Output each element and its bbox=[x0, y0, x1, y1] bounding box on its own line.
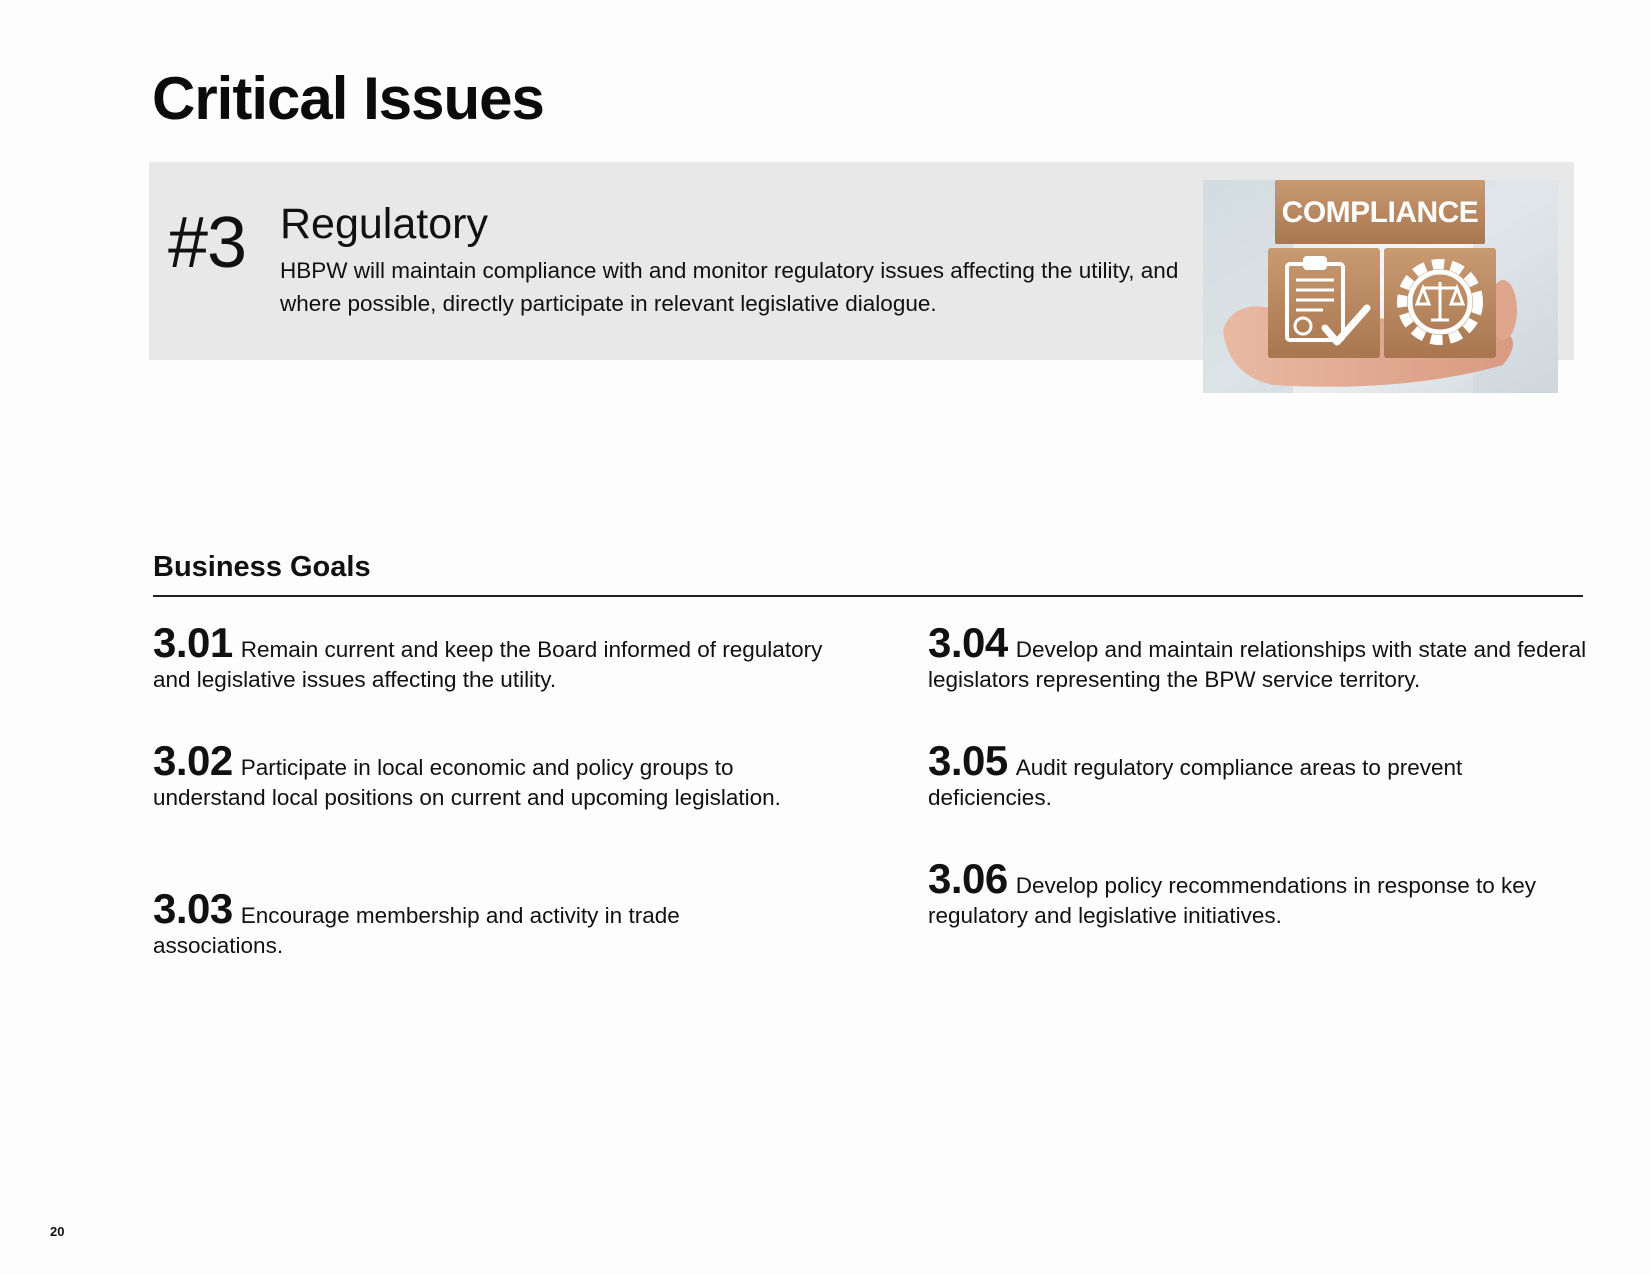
issue-number: #3 bbox=[168, 203, 247, 283]
goal-text: Participate in local economic and policy groups to understand local positions on current and upcoming legislation. bbox=[153, 755, 781, 810]
goal-item bbox=[153, 885, 753, 961]
business-goals-title: Business Goals bbox=[153, 551, 371, 583]
goal-number: 3.04 bbox=[928, 619, 1008, 666]
goal-number: 3.01 bbox=[153, 619, 233, 666]
issue-description: HBPW will maintain compliance with and monitor regulatory issues affecting the utility, and where possible, directly participate in relevant legislative dialogue. bbox=[280, 258, 1179, 316]
goal-text: Develop policy recommendations in response to key regulatory and legislative initiatives. bbox=[928, 873, 1537, 928]
goal-number: 3.06 bbox=[928, 855, 1008, 902]
section-divider bbox=[153, 595, 1583, 597]
goal-text: Encourage membership and activity in trade associations. bbox=[153, 903, 680, 958]
goal-text: Develop and maintain relationships with state and federal legislators representing the BPW service territory. bbox=[928, 637, 1587, 692]
goal-item bbox=[153, 737, 783, 813]
issue-heading: Regulatory bbox=[280, 200, 488, 248]
compliance-sign bbox=[1282, 196, 1479, 229]
goal-number: 3.05 bbox=[928, 737, 1008, 784]
goal-item bbox=[928, 619, 1608, 695]
goal-text: Remain current and keep the Board informed of regulatory and legislative issues affecting the utility. bbox=[153, 637, 823, 692]
goal-item bbox=[153, 619, 833, 695]
goal-text: Audit regulatory compliance areas to prevent deficiencies. bbox=[928, 755, 1463, 810]
svg-text:COMPLIANCE: COMPLIANCE bbox=[1281, 196, 1479, 229]
goal-number: 3.02 bbox=[153, 737, 233, 784]
page-number: 20 bbox=[50, 1224, 65, 1239]
compliance-illustration bbox=[1203, 180, 1558, 393]
compliance-photo bbox=[1203, 180, 1558, 393]
goal-item bbox=[928, 855, 1548, 931]
goal-number: 3.03 bbox=[153, 885, 233, 932]
goal-item bbox=[928, 737, 1548, 813]
page-title: Critical Issues bbox=[152, 65, 544, 132]
